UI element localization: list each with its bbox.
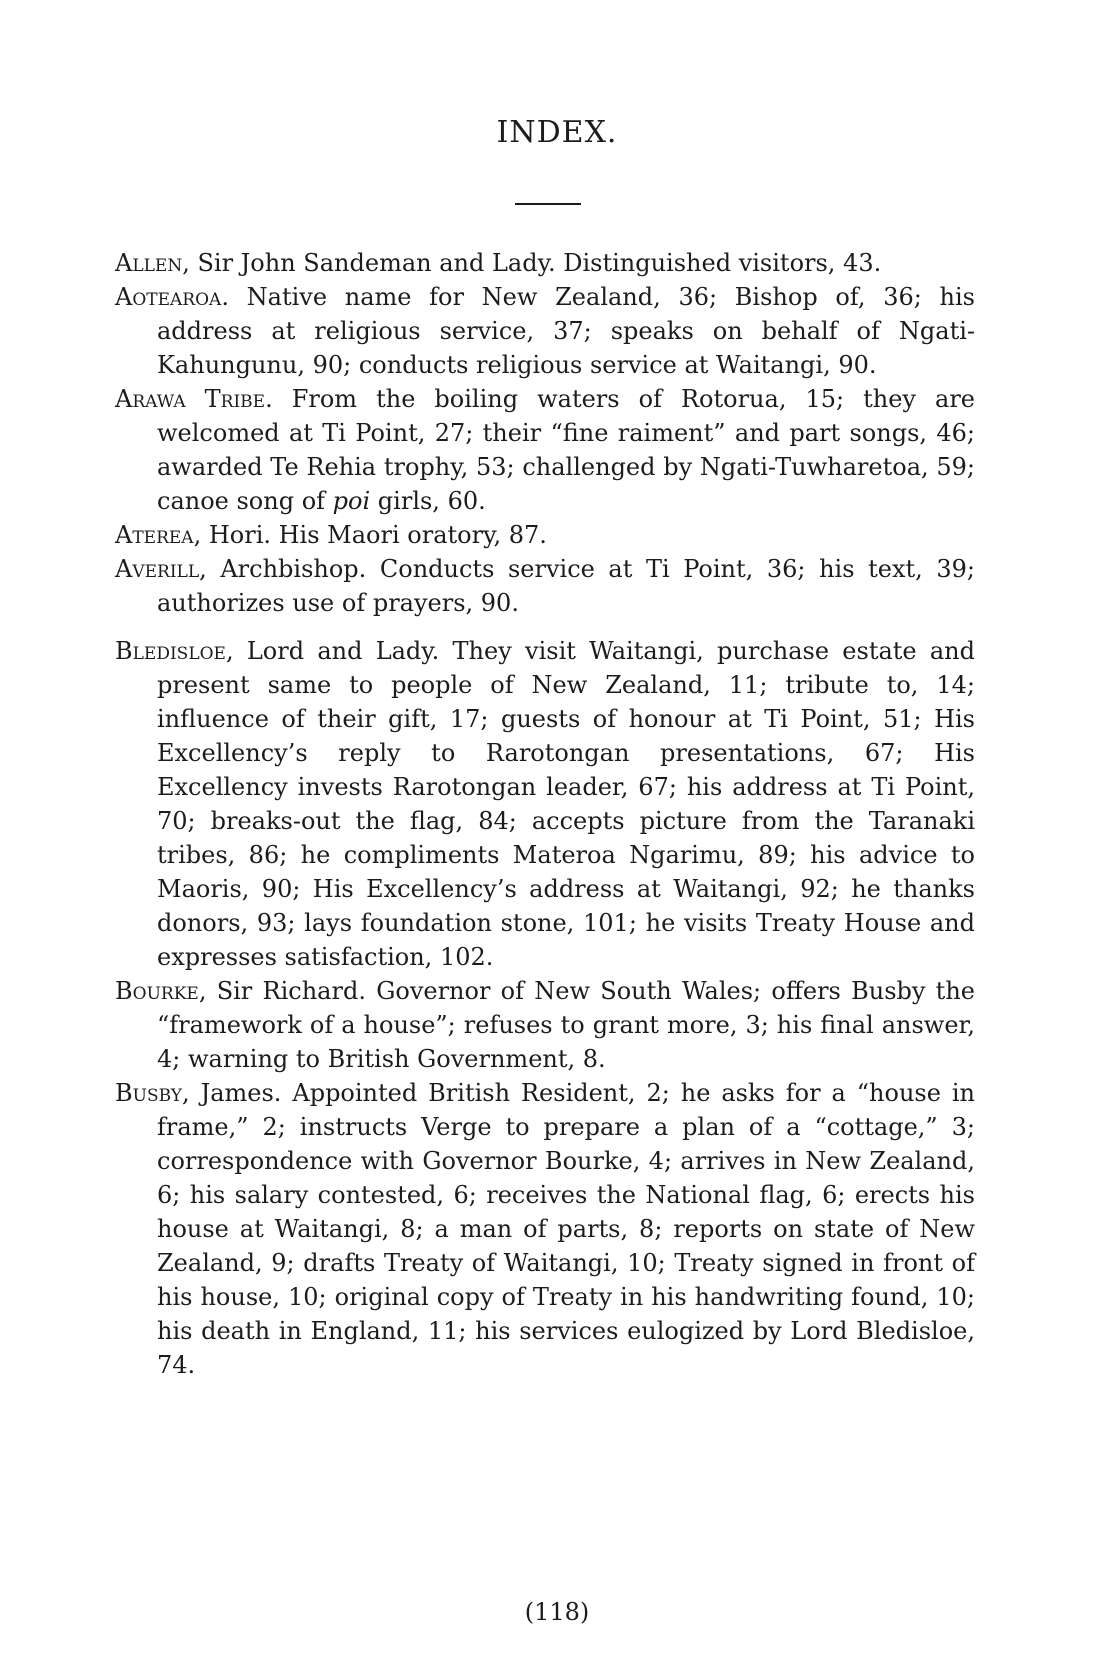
index-entries — [115, 246, 975, 1382]
entry-text: . From the boiling waters of Rotorua, 15; they are welcomed at Ti Point, 27; their “fine raiment” and part songs, 46; awarded Te Rehia trophy, 53; challenged by Ngati-Tuwharetoa, 59; canoe song of — [157, 385, 975, 515]
entry-headword: Arawa Tribe — [115, 385, 266, 413]
entry-text: . Native name for New Zealand, 36; Bishop of, 36; his address at religious service, 37; speaks on behalf of Ngati-Kahungunu, 90; conducts religious service at Waitangi, 90. — [157, 283, 975, 379]
entry-headword: Bourke — [115, 977, 199, 1005]
entry-headword: Aotearoa — [115, 283, 222, 311]
entry-headword: Busby — [115, 1079, 183, 1107]
title-divider — [515, 203, 581, 205]
entry-text: , Sir John Sandeman and Lady. Distinguished visitors, 43. — [182, 249, 882, 277]
entry-text: , Archbishop. Conducts service at Ti Point, 36; his text, 39; authorizes use of prayers, 90. — [157, 555, 975, 617]
index-entry-allen — [115, 246, 975, 280]
entry-headword: Averill — [115, 555, 200, 583]
entry-text: , Hori. His Maori oratory, 87. — [193, 521, 547, 549]
index-entry-busby — [115, 1076, 975, 1382]
entry-headword: Aterea — [115, 521, 194, 549]
index-entry-bledisloe — [115, 634, 975, 974]
entry-text: , Lord and Lady. They visit Waitangi, purchase estate and present same to people of New Zealand, 11; tribute to, 14; influence of their gift, 17; guests of honour at Ti Point, 51; His Excellency’s reply to Rarotongan presentations, 67; His Excellency invests Rarotongan leader, 67; his address at Ti Point, 70; breaks-out the flag, 84; accepts picture from the Taranaki tribes, 86; he compliments Materoa Ngarimu, 89; his advice to Maoris, 90; His Excellency’s address at Waitangi, 92; he thanks donors, 93; lays foundation stone, 101; he visits Treaty House and expresses satisfaction, 102. — [157, 637, 975, 971]
index-entry-aterea — [115, 518, 975, 552]
entry-text-continued: girls, 60. — [370, 487, 486, 515]
entry-text: , James. Appointed British Resident, 2; he asks for a “house in frame,” 2; instructs Verge to prepare a plan of a “cottage,” 3; correspondence with Governor Bourke, 4; arrives in New Zealand, 6; his salary contested, 6; receives the National flag, 6; erects his house at Waitangi, 8; a man of parts, 8; reports on state of New Zealand, 9; drafts Treaty of Waitangi, 10; Treaty signed in front of his house, 10; original copy of Treaty in his handwriting found, 10; his death in England, 11; his services eulogized by Lord Bledisloe, 74. — [157, 1079, 975, 1379]
entry-text: , Sir Richard. Governor of New South Wales; offers Busby the “framework of a house”; refuses to grant more, 3; his final answer, 4; warning to British Government, 8. — [157, 977, 975, 1073]
entry-italic-word: poi — [332, 487, 371, 515]
entry-headword: Allen — [115, 249, 183, 277]
index-entry-bourke — [115, 974, 975, 1076]
entry-headword: Bledisloe — [115, 637, 226, 665]
index-entry-arawa-tribe — [115, 382, 975, 518]
index-entry-averill — [115, 552, 975, 620]
page-title: INDEX. — [496, 115, 618, 150]
page-number: (118) — [524, 1598, 590, 1626]
index-entry-aotearoa — [115, 280, 975, 382]
